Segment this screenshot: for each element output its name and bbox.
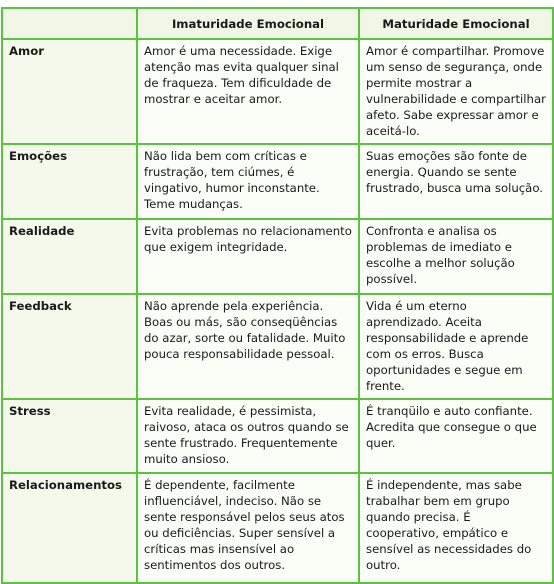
corner-cell [2,8,137,39]
cell-relacionamentos-mature: É independente, mas sabe trabalhar bem em grupo quando precisa. É cooperativo, empático e sensível as necessidades do outro. [359,473,553,583]
cell-realidade-mature: Confronta e analisa os problemas de imediato e escolhe a melhor solução possível. [359,219,553,294]
cell-emocoes-mature: Suas emoções são fonte de energia. Quando se sente frustrado, busca uma solução. [359,144,553,219]
row-label-feedback: Feedback [2,294,137,399]
table-row [2,473,553,583]
table-row [2,399,553,473]
cell-stress-immature: Evita realidade, é pessimista, raivoso, ataca os outros quando se sente frustrado. Frequentemente muito ansioso. [137,399,359,473]
row-label-amor: Amor [2,39,137,144]
table-header-row [2,8,553,39]
row-label-relacionamentos: Relacionamentos [2,473,137,583]
row-label-emocoes: Emoções [2,144,137,219]
cell-emocoes-immature: Não lida bem com críticas e frustração, tem ciúmes, é vingativo, humor inconstante. Teme mudanças. [137,144,359,219]
table-row [2,39,553,144]
table-row [2,144,553,219]
row-label-stress: Stress [2,399,137,473]
cell-realidade-immature: Evita problemas no relacionamento que exigem integridade. [137,219,359,294]
cell-relacionamentos-immature: É dependente, facilmente influenciável, indeciso. Não se sente responsável pelos seus atos ou deficiências. Super sensível a críticas mas insensível ao sentimentos dos outros. [137,473,359,583]
emotional-maturity-table [1,7,554,584]
cell-amor-immature: Amor é uma necessidade. Exige atenção mas evita qualquer sinal de fraqueza. Tem dificuldade de mostrar e aceitar amor. [137,39,359,144]
column-header-immaturity: Imaturidade Emocional [137,8,359,39]
cell-feedback-immature: Não aprende pela experiência. Boas ou más, são conseqüências do azar, sorte ou fatalidade. Muito pouca responsabilidade pessoal. [137,294,359,399]
table-row [2,219,553,294]
cell-amor-mature: Amor é compartilhar. Promove um senso de segurança, onde permite mostrar a vulnerabilidade e compartilhar afeto. Sabe expressar amor e aceitá-lo. [359,39,553,144]
table-row [2,294,553,399]
column-header-maturity: Maturidade Emocional [359,8,553,39]
row-label-realidade: Realidade [2,219,137,294]
cell-stress-mature: É tranqüilo e auto confiante. Acredita que consegue o que quer. [359,399,553,473]
cell-feedback-mature: Vida é um eterno aprendizado. Aceita responsabilidade e aprende com os erros. Busca oportunidades e segue em frente. [359,294,553,399]
